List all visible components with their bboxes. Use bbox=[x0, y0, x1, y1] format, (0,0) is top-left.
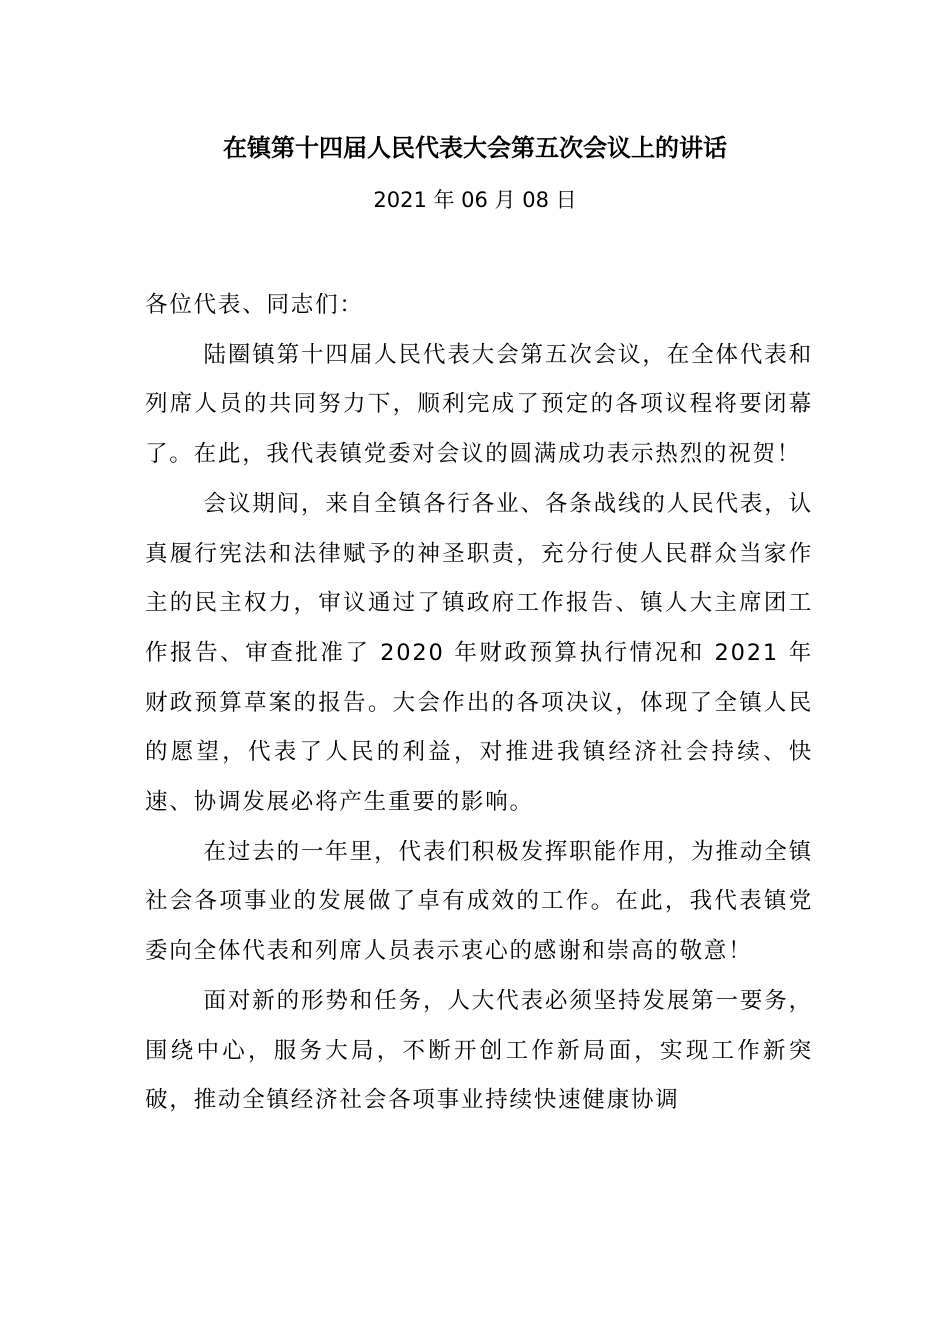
document-body bbox=[145, 281, 813, 1126]
greeting: 各位代表、同志们： bbox=[145, 292, 364, 318]
document-date: 2021 年 06 月 08 日 bbox=[373, 188, 577, 212]
document-title: 在镇第十四届人民代表大会第五次会议上的讲话 bbox=[223, 133, 727, 162]
paragraph: 会议期间，来自全镇各行各业、各条战线的人民代表，认真履行宪法和法律赋予的神圣职责，充分行使人民群众当家作主的民主权力，审议通过了镇政府工作报告、镇人大主席团工作报告、审查批准了 2020 年财政预算执行情况和 2021 年财政预算草案的报告。大会作出的各项决议，体现了全镇人民的愿望，代表了人民的利益，对推进我镇经济社会持续、快速、协调发展必将产生重要的影响。 bbox=[145, 490, 813, 816]
paragraph: 在过去的一年里，代表们积极发挥职能作用，为推动全镇社会各项事业的发展做了卓有成效的工作。在此，我代表镇党委向全体代表和列席人员表示衷心的感谢和崇高的敬意！ bbox=[145, 838, 813, 965]
paragraph: 陆圈镇第十四届人民代表大会第五次会议，在全体代表和列席人员的共同努力下，顺利完成了预定的各项议程将要闭幕了。在此，我代表镇党委对会议的圆满成功表示热烈的祝贺！ bbox=[145, 341, 813, 468]
paragraph: 面对新的形势和任务，人大代表必须坚持发展第一要务，围绕中心，服务大局，不断开创工作新局面，实现工作新突破，推动全镇经济社会各项事业持续快速健康协调 bbox=[145, 987, 813, 1114]
